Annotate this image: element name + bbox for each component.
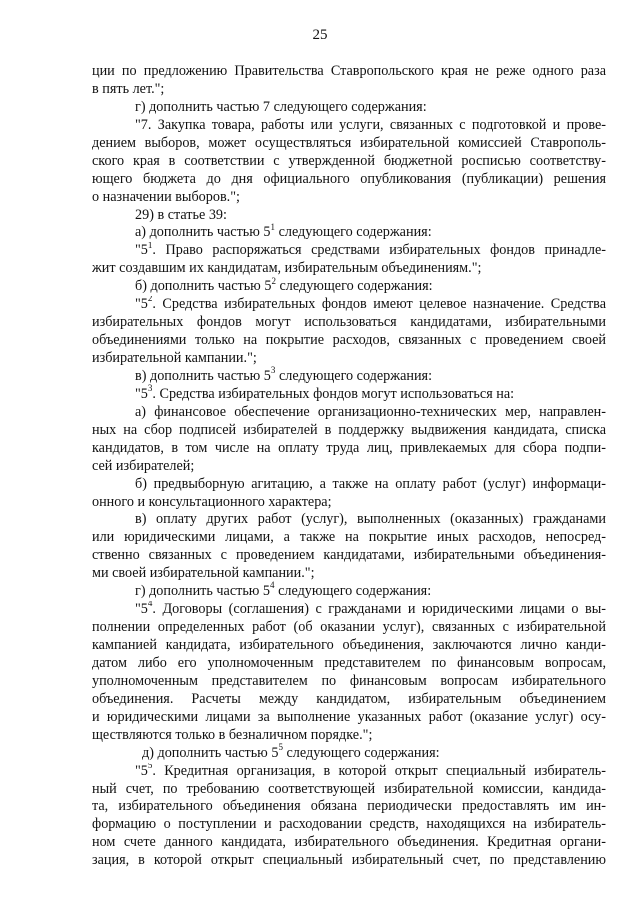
text-line [92,260,606,278]
text-line-content: "5 [135,601,148,618]
text-line-continuation: следующего содержания: [274,583,432,600]
text-line-content: г) дополнить частью 5 [135,583,271,600]
text-line-content: ществляются только в безналичном порядке."; [92,726,373,743]
text-line [92,834,606,852]
text-line [92,580,606,601]
page-number: 25 [312,27,328,43]
text-line-content: полнении определенных работ (об оказании услуг), связанных с избирательной [92,619,606,636]
text-line [92,440,606,458]
text-line [92,709,606,727]
text-line [92,221,606,242]
text-line-content: ми своей избирательной кампании."; [92,565,315,582]
text-line [92,781,606,799]
text-line-content: дением выборов, может осуществляться избирательной комиссией Ставрополь- [92,134,606,151]
text-line [92,81,606,99]
text-line-content: ского края в соответствии с утвержденной бюджетной росписью соответству- [92,152,606,169]
text-line [92,741,606,763]
text-line [92,171,606,189]
text-line [92,565,606,583]
text-line [92,637,606,655]
text-line-content: в пять лет."; [92,80,165,97]
text-line-content: кампанией кандидата, избирательного объединения, заключаются лично канди- [92,637,606,653]
text-line-continuation: . Кредитная организация, в которой открыт специальный избиратель- [152,762,606,779]
text-line [92,619,606,637]
text-line-content: "5 [135,296,148,313]
superscript: 5 [278,741,283,752]
text-line [92,458,606,476]
text-line [92,332,606,350]
text-line-content: объединениями только на покрытие расходов, связанных с проведением своей [92,332,606,349]
superscript: 4 [147,601,153,609]
text-line-content: б) предвыборную агитацию, а также на оплату работ (услуг) информаци- [135,475,606,492]
text-line-content: д) дополнить частью 5 [142,744,279,761]
text-line [92,655,606,673]
text-line [92,691,606,709]
text-line [92,763,606,781]
text-line-content: 29) в статье 39: [135,206,227,223]
text-line [92,529,606,547]
text-line [92,314,606,332]
superscript: 2 [147,296,153,304]
text-line-continuation: . Договоры (соглашения) с гражданами и юридическими лицами о вы- [152,601,606,618]
superscript: 5 [147,762,153,770]
text-line-content: ющего бюджета до дня официального опубликования (публикации) решения [92,170,606,187]
text-line-content: объединения. Расчеты между кандидатом, избирательным объединением [92,690,606,707]
text-line-content: ном счете данного кандидата, избирательного объединения. Кредитная органи- [92,834,606,851]
text-line [92,673,606,691]
text-line-content: зация, в которой открыт специальный избирательный счет, по представлению [92,852,606,869]
text-line [92,189,606,207]
text-line [92,350,606,368]
text-line-content: а) финансовое обеспечение организационно-технических мер, направлен- [135,403,606,420]
superscript: 1 [270,221,276,232]
superscript: 3 [270,365,276,376]
text-line-content: уполномоченным представителем по финансовым вопросам избирательного [92,672,606,689]
text-line-content: "5 [135,242,148,259]
text-line [92,547,606,565]
text-line [92,511,606,529]
superscript: 1 [147,242,153,250]
text-line-continuation: . Право распоряжаться средствами избирательных фондов принадле- [152,242,606,259]
text-line-continuation: следующего содержания: [275,224,432,241]
text-line [92,727,606,745]
text-line-content: та, избирательного объединения обязана периодически предоставлять им ин- [92,798,606,815]
text-line-content: датом либо его уполномоченным представителем по финансовым вопросам, [92,654,606,671]
text-line [92,207,606,225]
superscript: 4 [270,580,275,591]
text-line-content: б) дополнить частью 5 [135,278,272,295]
text-line-content: в) дополнить частью 5 [135,367,271,384]
text-line [92,153,606,171]
text-line-content: или юридическими лицами, а также на покрытие иных расходов, непосред- [92,529,606,546]
text-line-content: избирательной кампании."; [92,350,257,366]
text-line [92,404,606,422]
text-line [92,117,606,135]
text-line-content: ции по предложению Правительства Ставропольского края не реже одного раза [92,63,606,79]
text-line-content: а) дополнить частью 5 [135,224,271,241]
text-line-content: ных на сбор подписей избирателей в поддержку выдвижения кандидата, списка [92,421,606,438]
text-line-content: "5 [135,385,148,402]
text-line [92,422,606,440]
text-line-content: сей избирателей; [92,457,195,474]
text-line-content: жит создавшим их кандидатам, избирательным объединениям."; [92,260,482,277]
text-line-content: онного и консультационного характера; [92,493,332,510]
text-line-content: "5 [135,762,148,779]
text-line-continuation: следующего содержания: [275,367,433,384]
text-line [92,99,606,117]
text-line [92,494,606,512]
text-line-content: формацию о поступлении и расходовании средств, находящихся на избиратель- [92,816,606,833]
text-line [92,852,606,870]
text-line [92,601,606,619]
text-line-continuation: следующего содержания: [275,278,433,295]
text-line [92,798,606,816]
text-line-continuation: . Средства избирательных фондов могут использоваться на: [152,385,515,402]
text-line [92,296,606,314]
text-line-content: в) оплату других работ (услуг), выполненных (оказанных) гражданами [135,511,606,528]
text-line-content: г) дополнить частью 7 следующего содержания: [135,98,427,115]
text-line [92,135,606,153]
text-line-content: избирательных фондов могут использоваться кандидатами, избирательными [92,314,606,331]
text-line [92,383,606,404]
text-line-continuation: следующего содержания: [282,744,440,761]
text-line-content: о назначении выборов."; [92,188,240,205]
text-line [92,365,606,386]
text-line [92,275,606,296]
text-line-content: и юридическими лицами за выполнение указанных работ (оказание услуг) осу- [92,708,606,725]
superscript: 3 [147,383,153,394]
text-line [92,63,606,81]
superscript: 2 [271,275,276,286]
text-line-content: кандидатов, в том числе на оплату труда лиц, привлекаемых для сбора подпи- [92,439,606,456]
text-line [92,816,606,834]
text-line [92,242,606,260]
text-line-continuation: . Средства избирательных фондов имеют целевое назначение. Средства [152,296,606,313]
text-line-content: ственно связанных с проведением кандидатами, избирательными объединения- [92,547,606,564]
text-line-content: "7. Закупка товара, работы или услуги, связанных с подготовкой и прове- [135,116,606,133]
text-line [92,476,606,494]
text-line-content: ный счет, по требованию соответствующей избирательной комиссии, кандида- [92,780,606,797]
document-body [92,63,606,870]
